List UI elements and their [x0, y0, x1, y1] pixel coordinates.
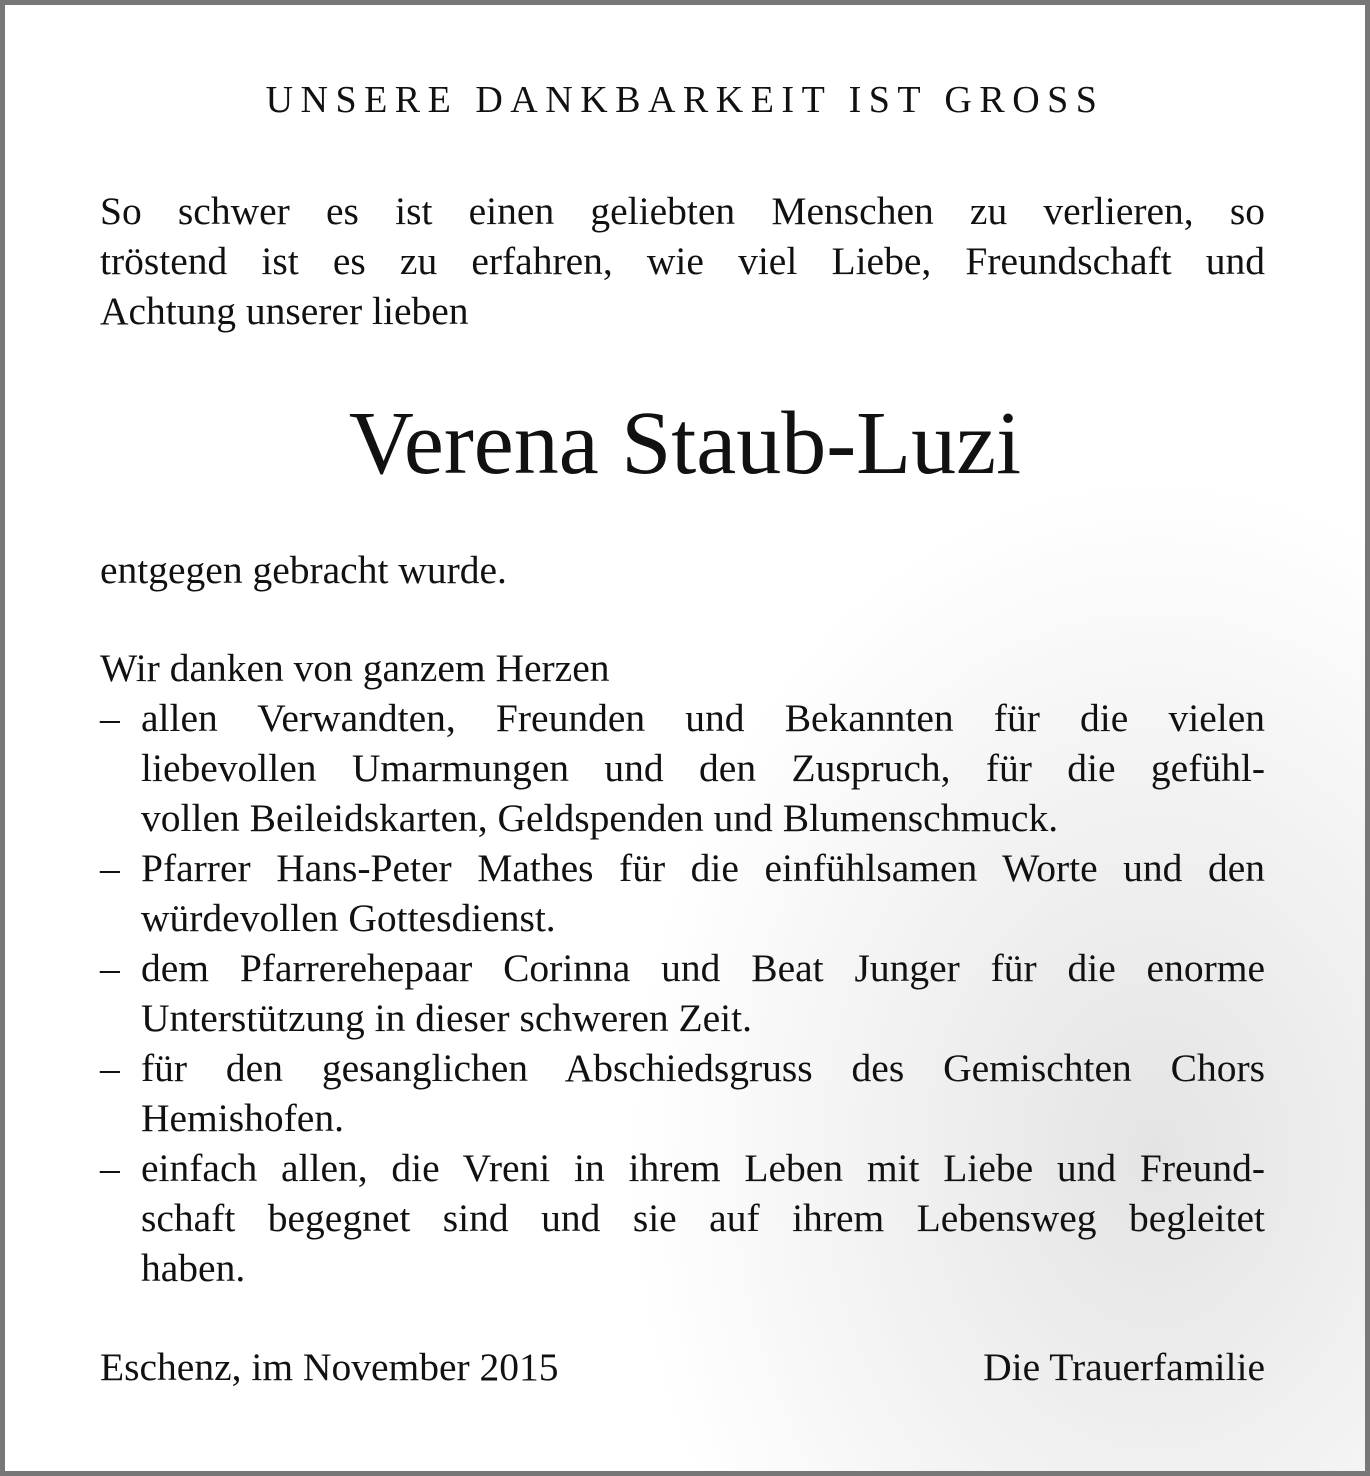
signature: Die Trauerfamilie — [983, 1345, 1265, 1389]
item-line: allen Verwandten, Freunden und Bekannten für die vielen — [141, 696, 1265, 740]
dash-bullet: – — [100, 696, 120, 740]
dash-bullet: – — [100, 1046, 120, 1090]
list-item — [100, 693, 1265, 843]
intro-line: tröstend ist es zu erfahren, wie viel Liebe, Freundschaft und — [100, 239, 1265, 283]
item-line: Hemishofen. — [141, 1096, 344, 1140]
item-line: dem Pfarrerehepaar Corinna und Beat Junger für die enorme — [141, 946, 1265, 990]
list-item — [100, 943, 1265, 1043]
dash-bullet: – — [100, 946, 120, 990]
dash-bullet: – — [100, 1146, 120, 1190]
item-line: Unterstützung in dieser schweren Zeit. — [141, 996, 752, 1040]
intro-line: Achtung unserer lieben — [100, 289, 469, 333]
item-line: liebevollen Umarmungen und den Zuspruch, für die gefühl- — [141, 746, 1265, 790]
deceased-name: Verena Staub-Luzi — [348, 394, 1022, 493]
item-line: schaft begegnet sind und sie auf ihrem Lebensweg begleitet — [141, 1196, 1265, 1240]
item-line: einfach allen, die Vreni in ihrem Leben mit Liebe und Freund- — [141, 1146, 1265, 1190]
after-name-text: entgegen gebracht wurde. — [100, 548, 507, 592]
item-line: würdevollen Gottesdienst. — [141, 896, 556, 940]
item-line: haben. — [141, 1246, 246, 1290]
intro-paragraph — [100, 186, 1265, 336]
list-item — [100, 1043, 1265, 1143]
notice-heading: UNSERE DANKBARKEIT IST GROSS — [265, 79, 1105, 121]
dash-bullet: – — [100, 846, 120, 890]
thanks-intro: Wir danken von ganzem Herzen — [100, 646, 610, 690]
place-date: Eschenz, im November 2015 — [100, 1345, 559, 1389]
item-line: vollen Beileidskarten, Geldspenden und Blumenschmuck. — [141, 796, 1059, 840]
notice-footer — [100, 1342, 1265, 1392]
thanks-list — [100, 643, 1265, 1293]
item-line: Pfarrer Hans-Peter Mathes für die einfühlsamen Worte und den — [141, 846, 1265, 890]
list-item — [100, 843, 1265, 943]
intro-line: So schwer es ist einen geliebten Menschen zu verlieren, so — [100, 189, 1265, 233]
item-line: für den gesanglichen Abschiedsgruss des Gemischten Chors — [141, 1046, 1265, 1090]
list-item — [100, 1143, 1265, 1293]
